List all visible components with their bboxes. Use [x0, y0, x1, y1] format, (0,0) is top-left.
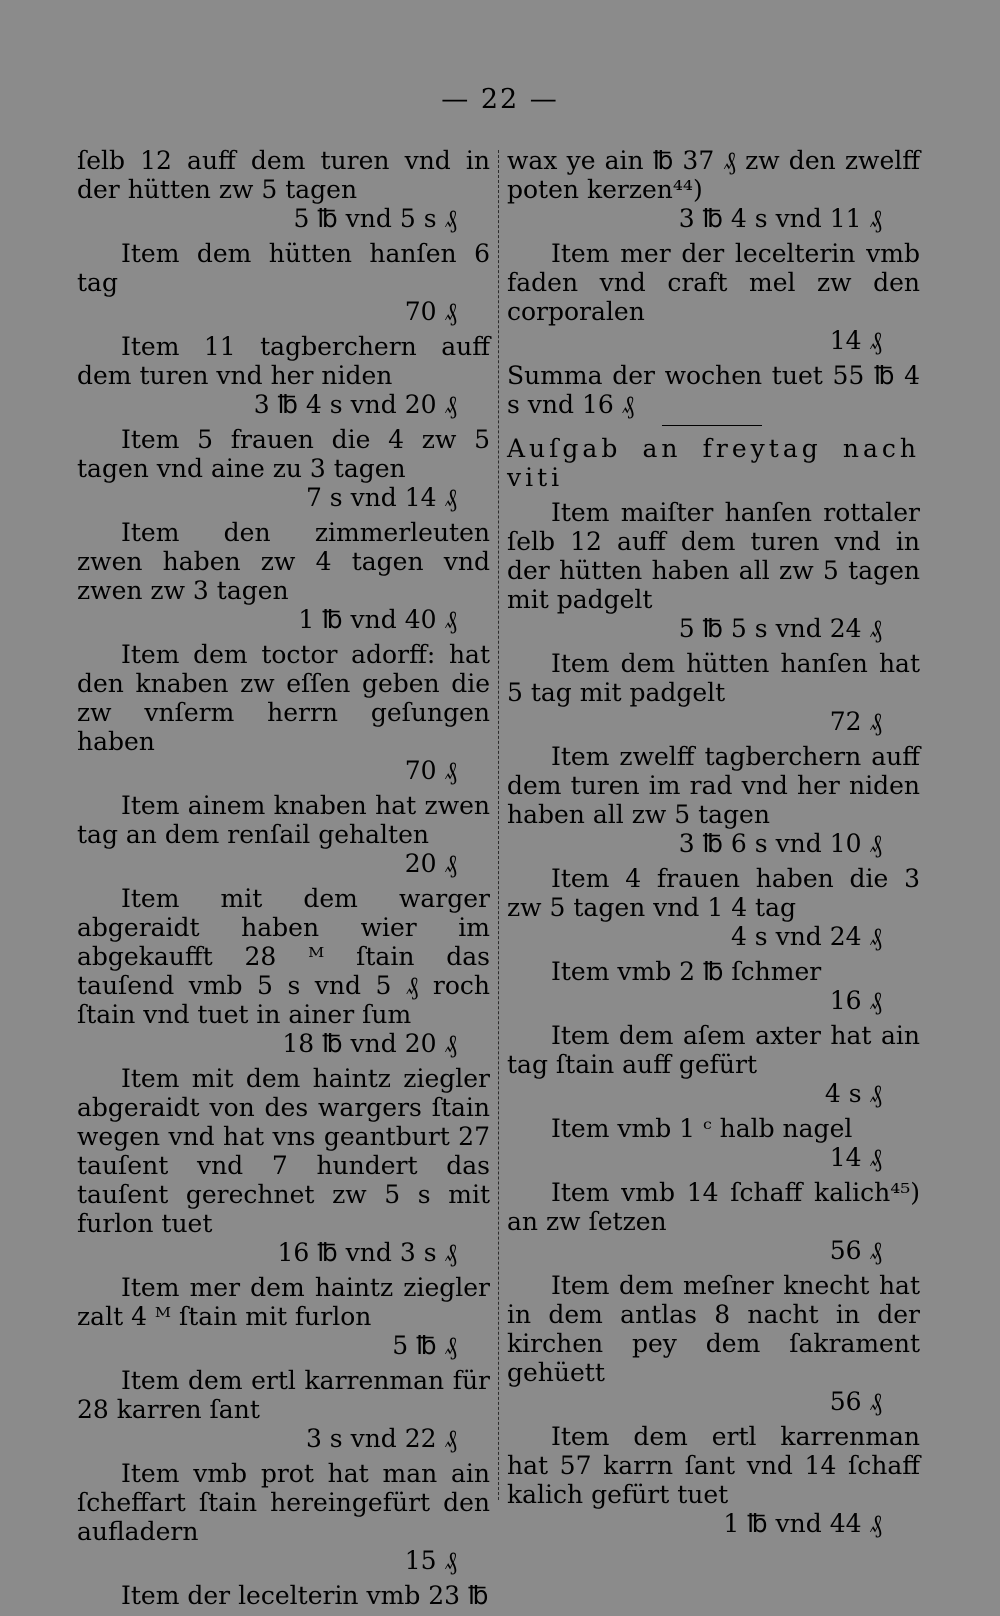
entry-text: Item 4 frauen haben die 3 zw 5 tagen vnd 1 4 tag: [507, 864, 920, 922]
entry-amount: 14 ₰: [829, 326, 882, 355]
entry-text: Item 5 frauen die 4 zw 5 tagen vnd aine zu 3 tagen: [77, 425, 490, 483]
entry-text: Item vmb 2 ℔ ſchmer: [551, 957, 822, 986]
entry-text: Item mer dem haintz ziegler zalt 4 ᴹ ſtain mit furlon: [77, 1273, 490, 1331]
ledger-entry: [77, 425, 490, 512]
entry-amount: 70 ₰: [404, 756, 457, 785]
entry-amount: 4 s ₰: [824, 1079, 882, 1108]
entry-text: Item dem meſner knecht hat in dem antlas 8 nacht in der kirchen pey dem ſakrament gehüett: [507, 1271, 920, 1387]
ledger-entry: [507, 1178, 920, 1265]
entry-amount: 3 ℔ 4 s vnd 20 ₰: [253, 390, 457, 419]
entry-amount: 16 ℔ vnd 3 s ₰: [277, 1238, 457, 1267]
entry-text: Item dem ertl karrenman für 28 karren ſant: [77, 1366, 490, 1424]
column-divider: [498, 150, 499, 1500]
entry-text: Item vmb 14 ſchaff kalich⁴⁵) an zw ſetzen: [507, 1178, 920, 1236]
ledger-entry: [77, 146, 490, 233]
entry-text: Item der lecelterin vmb 23 ℔: [121, 1581, 489, 1610]
entry-amount: 5 ℔ vnd 5 s ₰: [293, 204, 457, 233]
ledger-entry: [507, 649, 920, 736]
ledger-entry: [507, 1271, 920, 1416]
entry-amount: 18 ℔ vnd 20 ₰: [282, 1029, 457, 1058]
ledger-entry: [77, 1581, 490, 1610]
ledger-entry: [507, 146, 920, 233]
section-heading: [507, 434, 920, 492]
ledger-entry: [507, 1422, 920, 1538]
entry-amount: 5 ℔ ₰: [392, 1331, 457, 1360]
ledger-entry: [507, 239, 920, 355]
ledger-entry: [507, 864, 920, 951]
entry-amount: 14 ₰: [829, 1143, 882, 1172]
entry-text: Item dem hütten hanſen hat 5 tag mit padgelt: [507, 649, 920, 707]
ledger-entry: [77, 1273, 490, 1360]
left-column: [77, 146, 490, 1616]
entry-amount: 3 ℔ 6 s vnd 10 ₰: [678, 829, 882, 858]
ledger-entry: [77, 1064, 490, 1267]
entry-amount: 20 ₰: [404, 849, 457, 878]
entry-amount: 16 ₰: [829, 986, 882, 1015]
ledger-entry: [77, 239, 490, 326]
ledger-entry: [77, 791, 490, 878]
entry-text: Item vmb prot hat man ain ſcheffart ſtain hereingefürt den aufladern: [77, 1459, 490, 1546]
entry-text: wax ye ain ℔ 37 ₰ zw den zwelff poten kerzen⁴⁴): [507, 146, 920, 204]
entry-text: Summa der wochen tuet 55 ℔ 4 s vnd 16 ₰: [507, 361, 920, 419]
ledger-entry: [77, 1459, 490, 1575]
entry-text: Item dem hütten hanſen 6 tag: [77, 239, 490, 297]
ledger-entry: [507, 1021, 920, 1108]
entry-amount: 5 ℔ 5 s vnd 24 ₰: [678, 614, 882, 643]
entry-text: Item mit dem haintz ziegler abgeraidt von des wargers ſtain wegen vnd hat vns geantburt 27 tauſent vnd 7 hundert das tauſent gerechnet zw 5 s mit furlon tuet: [77, 1064, 490, 1238]
entry-text: Item dem aſem axter hat ain tag ſtain auff gefürt: [507, 1021, 920, 1079]
entry-amount: 3 s vnd 22 ₰: [305, 1424, 457, 1453]
right-column: [507, 146, 920, 1544]
entry-text: Item ainem knaben hat zwen tag an dem renſail gehalten: [77, 791, 490, 849]
entry-text: Item dem toctor adorff: hat den knaben zw eſſen geben die zw vnſerm herrn geſungen haben: [77, 640, 490, 756]
ledger-entry: [77, 518, 490, 634]
entry-text: Item maiſter hanſen rottaler ſelb 12 auff dem turen vnd in der hütten haben all zw 5 tagen mit padgelt: [507, 498, 920, 614]
entry-amount: 72 ₰: [829, 707, 882, 736]
ledger-entry: [507, 957, 920, 1015]
entry-amount: 1 ℔ vnd 40 ₰: [298, 605, 457, 634]
entry-text: Item mit dem warger abgeraidt haben wier im abgekaufft 28 ᴹ ſtain das tauſend vmb 5 s vnd 5 ₰ roch ſtain vnd tuet in ainer ſum: [77, 884, 490, 1029]
ledger-entry: [77, 640, 490, 785]
entry-text: Item dem ertl karrenman hat 57 karrn ſant vnd 14 ſchaff kalich gefürt tuet: [507, 1422, 920, 1509]
entry-amount: 1 ℔ vnd 44 ₰: [723, 1509, 882, 1538]
ledger-entry: [507, 742, 920, 858]
entry-text: Item zwelff tagberchern auff dem turen im rad vnd her niden haben all zw 5 tagen: [507, 742, 920, 829]
ledger-entry: [77, 884, 490, 1058]
summa-entry: [507, 361, 920, 419]
ledger-entry: [507, 1114, 920, 1172]
heading-text: Auſgab an freytag nach viti: [507, 434, 920, 492]
entry-text: Item vmb 1 ᶜ halb nagel: [551, 1114, 853, 1143]
entry-amount: 56 ₰: [829, 1387, 882, 1416]
entry-amount: 7 s vnd 14 ₰: [305, 483, 457, 512]
section-separator: [662, 425, 762, 426]
entry-text: Item 11 tagberchern auff dem turen vnd her niden: [77, 332, 490, 390]
entry-amount: 3 ℔ 4 s vnd 11 ₰: [678, 204, 882, 233]
entry-amount: 56 ₰: [829, 1236, 882, 1265]
ledger-entry: [77, 1366, 490, 1453]
page-number: — 22 —: [441, 84, 559, 115]
entry-text: Item den zimmerleuten zwen haben zw 4 tagen vnd zwen zw 3 tagen: [77, 518, 490, 605]
entry-amount: 15 ₰: [404, 1546, 457, 1575]
ledger-entry: [77, 332, 490, 419]
entry-text: ſelb 12 auff dem turen vnd in der hütten zw 5 tagen: [77, 146, 490, 204]
entry-text: Item mer der lecelterin vmb faden vnd craft mel zw den corporalen: [507, 239, 920, 326]
entry-amount: 70 ₰: [404, 297, 457, 326]
ledger-entry: [507, 498, 920, 643]
entry-amount: 4 s vnd 24 ₰: [730, 922, 882, 951]
